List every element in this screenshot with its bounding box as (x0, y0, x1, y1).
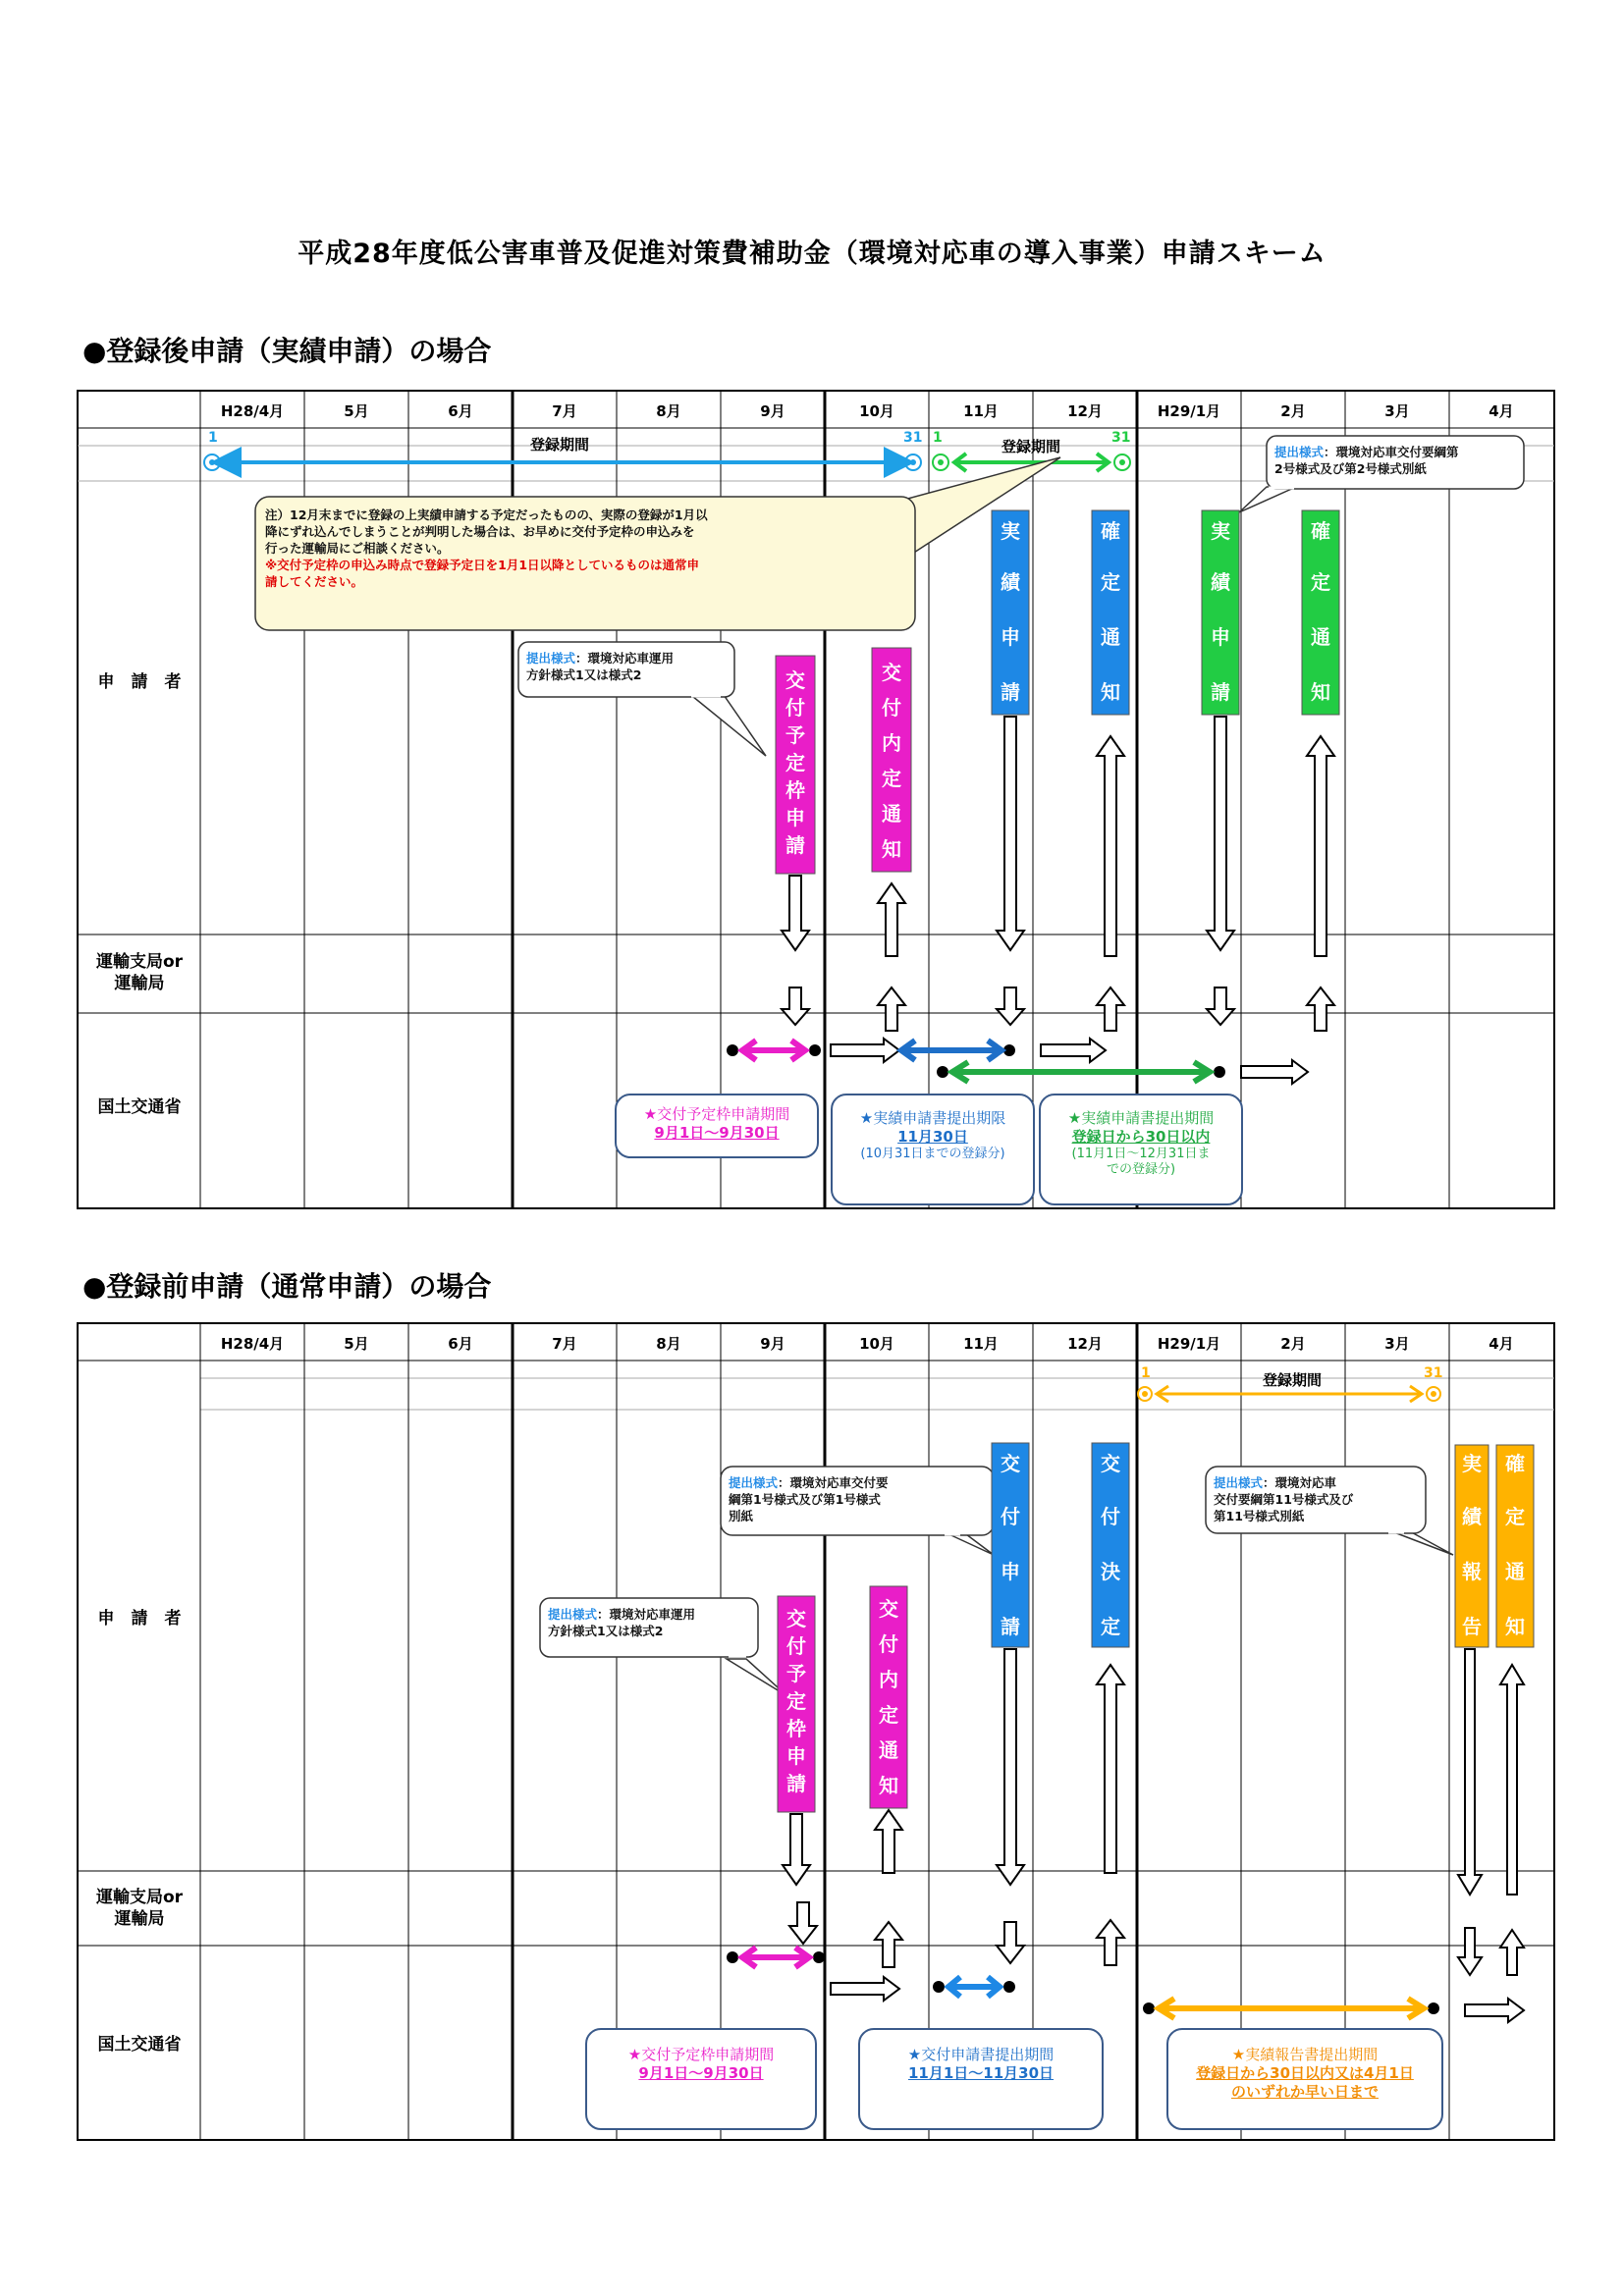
svg-text:予: 予 (785, 723, 805, 747)
period-box-yotei-waku: ★交付予定枠申請期間 9月1日～9月30日 (615, 1094, 819, 1158)
svg-text:請: 請 (1001, 1615, 1020, 1638)
svg-text:績: 績 (1211, 570, 1230, 594)
svg-text:実: 実 (1462, 1452, 1482, 1475)
month-header: 5月 (344, 1335, 369, 1353)
svg-text:申: 申 (1001, 625, 1020, 649)
svg-text:交: 交 (1101, 1452, 1120, 1475)
svg-text:知: 知 (1311, 680, 1330, 704)
svg-text:通: 通 (882, 802, 901, 826)
svg-text:確: 確 (1311, 519, 1330, 543)
svg-text:通: 通 (1505, 1560, 1525, 1583)
row-label-ministry: 国土交通省 (97, 1097, 182, 1117)
period2-end: 31 (1111, 430, 1131, 446)
svg-text:知: 知 (1505, 1615, 1525, 1638)
callout-form-a-text: 提出様式：環境対応車交付要 綱第1号様式及び第1号様式 別紙 (729, 1475, 889, 1523)
svg-text:内: 内 (879, 1668, 898, 1691)
svg-text:定: 定 (1311, 570, 1330, 594)
svg-text:通: 通 (1311, 625, 1330, 649)
svg-text:通: 通 (879, 1738, 898, 1762)
month-header: 12月 (1067, 1335, 1103, 1353)
month-header: 6月 (448, 402, 473, 420)
month-header: 2月 (1280, 402, 1306, 420)
note-text: 注）12月末までに登録の上実績申請する予定だったものの、実際の登録が1月以 降にずれ込んでしまうことが判明した場合は、お早めに交付予定枠の申込みを 行った運輸局にご相談ください。 ※交付予定枠の申込み時点で登録予定日を1月1日以降としているものは通常申 請してください。 (265, 507, 708, 589)
month-header: 2月 (1280, 1335, 1306, 1353)
month-header: H29/1月 (1157, 1335, 1221, 1353)
svg-text:予: 予 (786, 1662, 806, 1685)
month-header: 3月 (1384, 402, 1410, 420)
month-header: 10月 (859, 1335, 894, 1353)
svg-text:実: 実 (1211, 519, 1230, 543)
svg-text:交: 交 (879, 1597, 898, 1621)
period-end: 31 (1424, 1365, 1443, 1381)
svg-text:枠: 枠 (785, 778, 805, 802)
svg-text:申: 申 (785, 806, 805, 829)
svg-text:通: 通 (1101, 625, 1120, 649)
svg-text:内: 内 (882, 731, 901, 755)
period-box-yotei-waku: ★交付予定枠申請期間 9月1日～9月30日 (585, 2028, 817, 2130)
svg-text:定: 定 (786, 1689, 806, 1713)
period1-start: 1 (208, 430, 218, 446)
callout-form-left-text: 提出様式：環境対応車運用 方針様式1又は様式2 (526, 651, 675, 682)
period-box-jisseki-kikan: ★実績申請書提出期間 登録日から30日以内 (11月1日～12月31日ま での登録分) (1039, 1094, 1243, 1205)
row-label-transport: 運輸支局or (95, 1888, 184, 1907)
svg-text:付: 付 (1001, 1505, 1020, 1528)
svg-text:交: 交 (882, 661, 901, 684)
month-header: 11月 (963, 1335, 999, 1353)
month-header: 7月 (552, 402, 577, 420)
month-header: 4月 (1489, 1335, 1514, 1353)
period2-start: 1 (933, 430, 943, 446)
month-header: 8月 (656, 402, 681, 420)
arrow-right-2 (1465, 1999, 1524, 2022)
month-header: 11月 (963, 402, 999, 420)
callout-form-right-text: 提出様式：環境対応車交付要綱第 2号様式及び第2号様式別紙 (1274, 445, 1459, 476)
svg-text:付: 付 (879, 1632, 898, 1656)
svg-text:定: 定 (1505, 1505, 1525, 1528)
period2-label: 登録期間 (1001, 438, 1061, 455)
row-label-transport-2: 運輸局 (114, 974, 165, 993)
svg-text:付: 付 (785, 696, 805, 720)
svg-text:枠: 枠 (786, 1717, 806, 1740)
svg-text:定: 定 (1101, 1615, 1120, 1638)
month-header: H28/4月 (220, 1335, 285, 1353)
row-label-applicant: 申 請 者 (97, 1609, 182, 1629)
month-header: 12月 (1067, 402, 1103, 420)
svg-text:決: 決 (1101, 1560, 1120, 1583)
svg-text:交: 交 (786, 1607, 806, 1630)
arrow-right-1 (831, 1977, 899, 2001)
svg-text:請: 請 (1001, 680, 1020, 704)
month-header: 6月 (448, 1335, 473, 1353)
svg-text:績: 績 (1001, 570, 1020, 594)
svg-text:申: 申 (1211, 625, 1230, 649)
month-header: 9月 (760, 1335, 785, 1353)
svg-text:報: 報 (1462, 1560, 1482, 1583)
period-label: 登録期間 (1262, 1371, 1323, 1389)
svg-text:知: 知 (882, 837, 901, 861)
svg-text:確: 確 (1505, 1452, 1525, 1475)
callout-form-c-text: 提出様式：環境対応車運用 方針様式1又は様式2 (548, 1607, 696, 1638)
period-start: 1 (1141, 1365, 1151, 1381)
svg-text:請: 請 (785, 833, 805, 857)
svg-text:付: 付 (882, 696, 901, 720)
month-header: 4月 (1489, 402, 1514, 420)
svg-text:申: 申 (786, 1744, 806, 1768)
svg-text:定: 定 (879, 1703, 898, 1727)
svg-text:定: 定 (785, 751, 805, 774)
period-box-jisseki-kigen: ★実績申請書提出期限 11月30日 (10月31日までの登録分) (831, 1094, 1035, 1205)
svg-text:定: 定 (882, 767, 901, 790)
ministry-period-orange (1159, 1999, 1424, 2018)
period1-label: 登録期間 (529, 436, 590, 454)
row-label-transport: 運輸支局or (95, 952, 184, 972)
svg-text:交: 交 (1001, 1452, 1020, 1475)
svg-text:定: 定 (1101, 570, 1120, 594)
month-header: 3月 (1384, 1335, 1410, 1353)
month-header: 7月 (552, 1335, 577, 1353)
svg-text:交: 交 (785, 668, 805, 692)
period-box-jisseki-houkoku: ★実績報告書提出期間 登録日から30日以内又は4月1日 のいずれか早い日まで (1166, 2028, 1443, 2130)
page-title: 平成28年度低公害車普及促進対策費補助金（環境対応車の導入事業）申請スキーム (298, 239, 1326, 269)
period-box-koufu-shinsei: ★交付申請書提出期間 11月1日～11月30日 (858, 2028, 1104, 2130)
svg-text:確: 確 (1101, 519, 1120, 543)
month-header: 9月 (760, 402, 785, 420)
row-label-applicant: 申 請 者 (97, 672, 182, 692)
svg-text:申: 申 (1001, 1560, 1020, 1583)
svg-text:請: 請 (786, 1772, 806, 1795)
ministry-period-magenta (742, 1948, 809, 1967)
callout-form-b-text: 提出様式：環境対応車 交付要綱第11号様式及び 第11号様式別紙 (1214, 1475, 1354, 1523)
svg-text:知: 知 (879, 1774, 898, 1797)
period1-end: 31 (903, 430, 923, 446)
svg-text:付: 付 (1101, 1505, 1120, 1528)
svg-text:付: 付 (786, 1634, 806, 1658)
svg-text:請: 請 (1211, 680, 1230, 704)
month-header: 10月 (859, 402, 894, 420)
svg-text:知: 知 (1101, 680, 1120, 704)
ministry-period-blue (948, 1977, 1000, 1997)
row-label-ministry: 国土交通省 (97, 2035, 182, 2055)
section2-heading: ●登録前申請（通常申請）の場合 (82, 1270, 492, 1303)
row-label-transport-2: 運輸局 (114, 1909, 165, 1929)
month-header: H29/1月 (1157, 402, 1221, 420)
month-header: H28/4月 (220, 402, 285, 420)
svg-text:績: 績 (1462, 1505, 1482, 1528)
month-header: 5月 (344, 402, 369, 420)
section1-heading: ●登録後申請（実績申請）の場合 (82, 335, 492, 367)
svg-text:実: 実 (1001, 519, 1020, 543)
month-header: 8月 (656, 1335, 681, 1353)
svg-text:告: 告 (1462, 1615, 1482, 1638)
